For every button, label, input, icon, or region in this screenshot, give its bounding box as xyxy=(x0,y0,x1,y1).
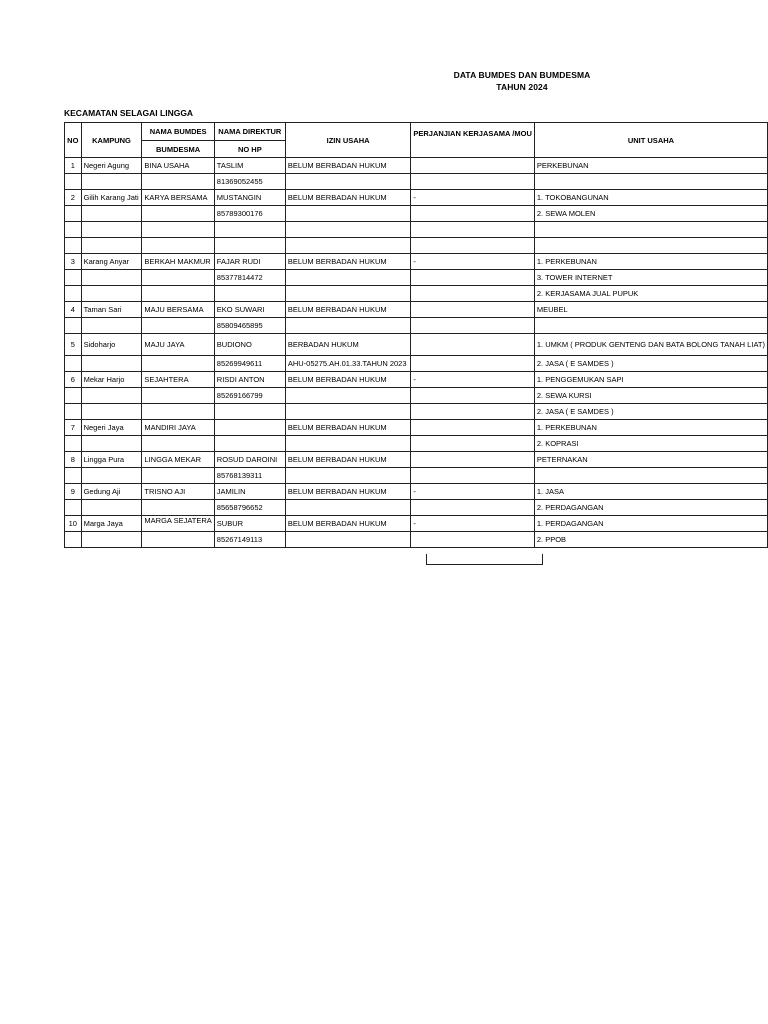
cell-bumdes xyxy=(142,206,214,222)
cell-perjanjian xyxy=(411,356,535,372)
cell-bumdes: MAJU JAYA xyxy=(142,334,214,356)
document-title: DATA BUMDES DAN BUMDESMA xyxy=(453,70,591,80)
cell-unit xyxy=(534,468,767,484)
cell-perjanjian xyxy=(411,206,535,222)
cell-direktur xyxy=(214,222,285,238)
cell-direktur xyxy=(214,436,285,452)
cell-perjanjian xyxy=(411,452,535,468)
header-perjanjian: PERJANJIAN KERJASAMA /MOU xyxy=(411,123,535,158)
cell-kampung: Karang Anyar xyxy=(81,254,142,270)
cell-no: 2 xyxy=(65,190,82,206)
cell-izin xyxy=(285,318,411,334)
cell-no xyxy=(65,388,82,404)
cell-unit: 2. KERJASAMA JUAL PUPUK xyxy=(534,286,767,302)
cell-bumdes xyxy=(142,318,214,334)
cell-perjanjian xyxy=(411,302,535,318)
cell-bumdes xyxy=(142,468,214,484)
cell-no xyxy=(65,286,82,302)
cell-no xyxy=(65,206,82,222)
header-nama-bumdes: NAMA BUMDES xyxy=(142,123,214,141)
table-row xyxy=(65,404,768,420)
cell-direktur: JAMILIN xyxy=(214,484,285,500)
cell-unit: 1. PERKEBUNAN xyxy=(534,420,767,436)
cell-direktur: TASLIM xyxy=(214,158,285,174)
cell-bumdes xyxy=(142,270,214,286)
cell-no xyxy=(65,436,82,452)
cell-perjanjian xyxy=(411,420,535,436)
cell-izin xyxy=(285,404,411,420)
cell-direktur: EKO SUWARI xyxy=(214,302,285,318)
cell-izin xyxy=(285,388,411,404)
cell-no xyxy=(65,318,82,334)
table-row xyxy=(65,238,768,254)
cell-kampung: Negeri Agung xyxy=(81,158,142,174)
cell-direktur xyxy=(214,404,285,420)
cell-izin xyxy=(285,500,411,516)
cell-unit: 1. UMKM ( PRODUK GENTENG DAN BATA BOLONG TANAH LIAT) xyxy=(534,334,767,356)
cell-unit: 2. PPOB xyxy=(534,532,767,548)
cell-direktur: 81369052455 xyxy=(214,174,285,190)
table-row xyxy=(65,484,768,500)
table-row xyxy=(65,516,768,532)
cell-izin: BELUM BERBADAN HUKUM xyxy=(285,190,411,206)
cell-izin xyxy=(285,270,411,286)
cell-bumdes xyxy=(142,404,214,420)
cell-perjanjian xyxy=(411,468,535,484)
cell-perjanjian: - xyxy=(411,516,535,532)
cell-kampung xyxy=(81,174,142,190)
cell-unit: PERKEBUNAN xyxy=(534,158,767,174)
cell-unit: 2. SEWA MOLEN xyxy=(534,206,767,222)
cell-unit: 2. SEWA KURSI xyxy=(534,388,767,404)
table-row xyxy=(65,420,768,436)
cell-no: 1 xyxy=(65,158,82,174)
cell-direktur: 85267149113 xyxy=(214,532,285,548)
cell-direktur: 85809465895 xyxy=(214,318,285,334)
header-kampung: KAMPUNG xyxy=(81,123,142,158)
cell-no xyxy=(65,238,82,254)
empty-perjanjian-cell xyxy=(426,554,543,565)
cell-direktur: ROSUD DAROINI xyxy=(214,452,285,468)
cell-unit: 2. PERDAGANGAN xyxy=(534,500,767,516)
table-row xyxy=(65,388,768,404)
cell-no: 5 xyxy=(65,334,82,356)
cell-bumdes: MAJU BERSAMA xyxy=(142,302,214,318)
table-row xyxy=(65,158,768,174)
cell-unit: 2. JASA ( E SAMDES ) xyxy=(534,356,767,372)
cell-kampung: Sidoharjo xyxy=(81,334,142,356)
cell-direktur: 85269166799 xyxy=(214,388,285,404)
cell-direktur: BUDIONO xyxy=(214,334,285,356)
cell-bumdes: TRISNO AJI xyxy=(142,484,214,500)
cell-kampung xyxy=(81,404,142,420)
cell-izin: BELUM BERBADAN HUKUM xyxy=(285,158,411,174)
cell-bumdes xyxy=(142,532,214,548)
header-no: NO xyxy=(65,123,82,158)
kecamatan-label: KECAMATAN SELAGAI LINGGA xyxy=(64,108,194,118)
cell-direktur: 85658796652 xyxy=(214,500,285,516)
table-row xyxy=(65,190,768,206)
cell-no xyxy=(65,270,82,286)
cell-perjanjian xyxy=(411,174,535,190)
cell-kampung xyxy=(81,356,142,372)
cell-no: 4 xyxy=(65,302,82,318)
cell-unit: 1. PENGGEMUKAN SAPI xyxy=(534,372,767,388)
header-izin-usaha: IZIN USAHA xyxy=(285,123,411,158)
cell-bumdes xyxy=(142,174,214,190)
cell-perjanjian xyxy=(411,222,535,238)
cell-bumdes xyxy=(142,286,214,302)
cell-no: 3 xyxy=(65,254,82,270)
cell-no xyxy=(65,174,82,190)
bumdes-table xyxy=(64,122,768,548)
cell-perjanjian xyxy=(411,238,535,254)
cell-no xyxy=(65,500,82,516)
table-row xyxy=(65,532,768,548)
cell-izin xyxy=(285,222,411,238)
table-row xyxy=(65,174,768,190)
cell-izin: BERBADAN HUKUM xyxy=(285,334,411,356)
cell-perjanjian xyxy=(411,158,535,174)
table-row xyxy=(65,452,768,468)
cell-unit: PETERNAKAN xyxy=(534,452,767,468)
cell-no: 7 xyxy=(65,420,82,436)
cell-izin xyxy=(285,238,411,254)
table-row xyxy=(65,318,768,334)
cell-perjanjian xyxy=(411,318,535,334)
cell-unit: 2. JASA ( E SAMDES ) xyxy=(534,404,767,420)
table-row xyxy=(65,254,768,270)
cell-kampung: Negeri Jaya xyxy=(81,420,142,436)
cell-kampung: Lingga Pura xyxy=(81,452,142,468)
cell-bumdes: BINA USAHA xyxy=(142,158,214,174)
cell-unit xyxy=(534,174,767,190)
cell-no xyxy=(65,404,82,420)
header-bumdesma: BUMDESMA xyxy=(142,141,214,158)
header-unit-usaha: UNIT USAHA xyxy=(534,123,767,158)
cell-bumdes: KARYA BERSAMA xyxy=(142,190,214,206)
cell-direktur: 85269949611 xyxy=(214,356,285,372)
cell-direktur: 85768139311 xyxy=(214,468,285,484)
cell-izin xyxy=(285,206,411,222)
cell-no xyxy=(65,532,82,548)
cell-izin xyxy=(285,532,411,548)
cell-kampung xyxy=(81,270,142,286)
cell-perjanjian xyxy=(411,286,535,302)
cell-kampung: Gilih Karang Jati xyxy=(81,190,142,206)
cell-kampung xyxy=(81,500,142,516)
cell-kampung xyxy=(81,318,142,334)
cell-unit: 1. TOKOBANGUNAN xyxy=(534,190,767,206)
cell-perjanjian: - xyxy=(411,484,535,500)
cell-perjanjian xyxy=(411,404,535,420)
cell-kampung xyxy=(81,436,142,452)
cell-direktur xyxy=(214,238,285,254)
cell-bumdes xyxy=(142,222,214,238)
cell-izin: BELUM BERBADAN HUKUM xyxy=(285,420,411,436)
cell-direktur: 85789300176 xyxy=(214,206,285,222)
cell-unit: 1. PERKEBUNAN xyxy=(534,254,767,270)
cell-direktur: RISDI ANTON xyxy=(214,372,285,388)
table-row xyxy=(65,468,768,484)
cell-unit xyxy=(534,318,767,334)
cell-kampung xyxy=(81,532,142,548)
cell-kampung xyxy=(81,238,142,254)
cell-bumdes xyxy=(142,238,214,254)
header-nama-direktur: NAMA DIREKTUR xyxy=(214,123,285,141)
table-row xyxy=(65,286,768,302)
cell-izin: AHU-05275.AH.01.33.TAHUN 2023 xyxy=(285,356,411,372)
cell-bumdes: LINGGA MEKAR xyxy=(142,452,214,468)
cell-no: 6 xyxy=(65,372,82,388)
cell-perjanjian xyxy=(411,270,535,286)
cell-bumdes xyxy=(142,356,214,372)
cell-unit: 2. KOPRASI xyxy=(534,436,767,452)
cell-bumdes: BERKAH MAKMUR xyxy=(142,254,214,270)
cell-direktur: 85377814472 xyxy=(214,270,285,286)
cell-perjanjian: - xyxy=(411,190,535,206)
cell-izin: BELUM BERBADAN HUKUM xyxy=(285,452,411,468)
table-row xyxy=(65,334,768,356)
cell-no: 9 xyxy=(65,484,82,500)
cell-izin: BELUM BERBADAN HUKUM xyxy=(285,302,411,318)
cell-kampung: Mekar Harjo xyxy=(81,372,142,388)
cell-kampung xyxy=(81,468,142,484)
cell-kampung xyxy=(81,222,142,238)
table-row xyxy=(65,206,768,222)
cell-bumdes: MANDIRI JAYA xyxy=(142,420,214,436)
cell-izin xyxy=(285,468,411,484)
table-row xyxy=(65,436,768,452)
cell-unit: 3. TOWER INTERNET xyxy=(534,270,767,286)
cell-perjanjian xyxy=(411,334,535,356)
cell-kampung xyxy=(81,206,142,222)
table-row xyxy=(65,372,768,388)
cell-izin xyxy=(285,286,411,302)
cell-unit xyxy=(534,238,767,254)
table-row xyxy=(65,500,768,516)
cell-direktur: SUBUR xyxy=(214,516,285,532)
document-year: TAHUN 2024 xyxy=(496,82,548,92)
cell-no: 10 xyxy=(65,516,82,532)
cell-no xyxy=(65,222,82,238)
cell-izin: BELUM BERBADAN HUKUM xyxy=(285,484,411,500)
cell-bumdes: MARGA SEJATERA xyxy=(142,516,214,532)
cell-unit xyxy=(534,222,767,238)
cell-izin: BELUM BERBADAN HUKUM xyxy=(285,372,411,388)
cell-perjanjian xyxy=(411,500,535,516)
cell-perjanjian xyxy=(411,436,535,452)
cell-izin: BELUM BERBADAN HUKUM xyxy=(285,254,411,270)
cell-perjanjian xyxy=(411,532,535,548)
cell-izin xyxy=(285,174,411,190)
cell-perjanjian: - xyxy=(411,254,535,270)
cell-direktur: MUSTANGIN xyxy=(214,190,285,206)
cell-bumdes xyxy=(142,436,214,452)
cell-no xyxy=(65,468,82,484)
cell-bumdes: SEJAHTERA xyxy=(142,372,214,388)
cell-kampung xyxy=(81,388,142,404)
cell-kampung: Taman Sari xyxy=(81,302,142,318)
cell-direktur xyxy=(214,286,285,302)
cell-perjanjian: - xyxy=(411,372,535,388)
cell-bumdes xyxy=(142,500,214,516)
cell-unit: 1. JASA xyxy=(534,484,767,500)
cell-no: 8 xyxy=(65,452,82,468)
cell-unit: 1. PERDAGANGAN xyxy=(534,516,767,532)
cell-kampung: Gedung Aji xyxy=(81,484,142,500)
cell-unit: MEUBEL xyxy=(534,302,767,318)
table-row xyxy=(65,356,768,372)
cell-direktur: FAJAR RUDI xyxy=(214,254,285,270)
header-no-hp: NO HP xyxy=(214,141,285,158)
table-row xyxy=(65,270,768,286)
table-row xyxy=(65,222,768,238)
cell-izin: BELUM BERBADAN HUKUM xyxy=(285,516,411,532)
table-row xyxy=(65,302,768,318)
cell-direktur xyxy=(214,420,285,436)
cell-perjanjian xyxy=(411,388,535,404)
cell-kampung: Marga Jaya xyxy=(81,516,142,532)
cell-kampung xyxy=(81,286,142,302)
cell-no xyxy=(65,356,82,372)
cell-izin xyxy=(285,436,411,452)
cell-bumdes xyxy=(142,388,214,404)
